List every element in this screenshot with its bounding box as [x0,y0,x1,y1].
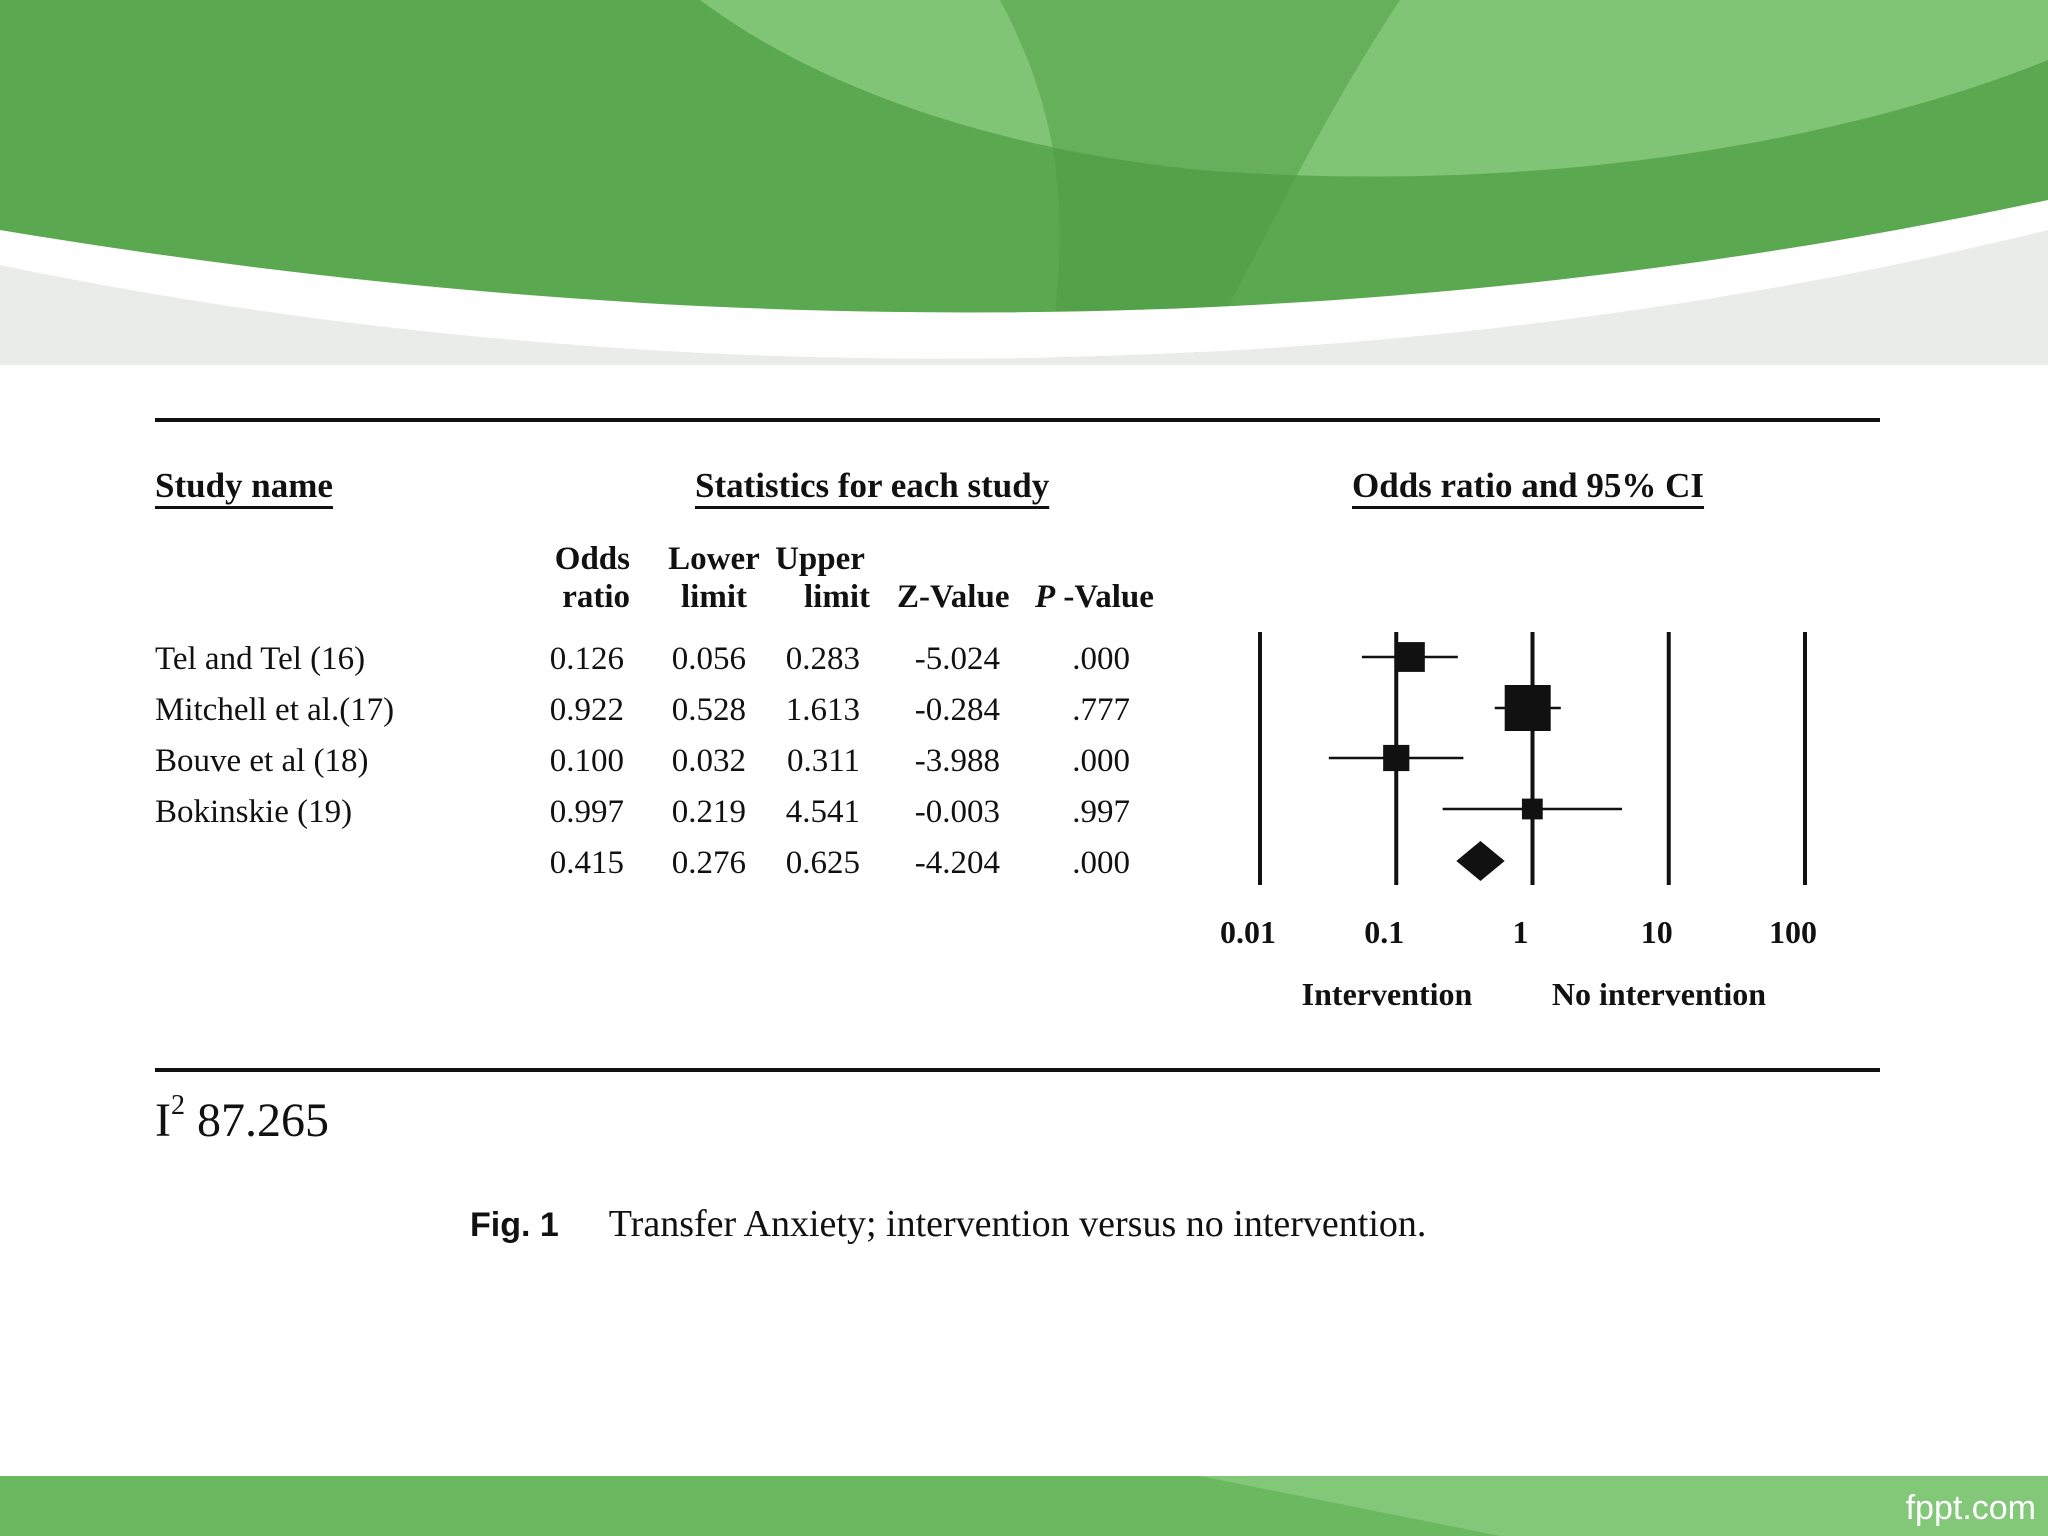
cell-lower: 0.276 [671,845,746,881]
cell-z: -3.988 [914,743,1000,779]
cell-odds: 0.100 [549,743,624,779]
colhdr-z-value: Z-Value [897,579,1010,615]
x-tick-label: 0.01 [1220,914,1276,950]
cell-upper: 0.625 [785,845,860,881]
colhdr-upper-limit [770,540,870,616]
side-label-right: No intervention [1551,976,1767,1012]
cell-lower: 0.219 [671,794,746,830]
header-statistics: Statistics for each study [695,466,1050,505]
point-estimate-square [1395,642,1425,672]
x-tick-label: 1 [1512,914,1529,950]
colhdr-lower-line1: Lower [668,541,760,577]
x-tick-label: 10 [1640,914,1673,950]
cell-upper: 0.283 [785,641,860,677]
side-label-left: Intervention [1301,976,1473,1012]
i-squared-symbol: I [155,1094,171,1147]
cell-upper: 0.311 [786,743,860,779]
brand-watermark: fppt.com [1905,1489,2036,1527]
cell-lower: 0.032 [671,743,746,779]
summary-diamond [1456,841,1504,881]
colhdr-odds-line2: ratio [562,579,630,615]
cell-p: .000 [1072,743,1130,779]
study-name: Bouve et al (18) [155,743,369,779]
cell-odds: 0.922 [549,692,624,728]
header-study-name: Study name [155,466,333,505]
colhdr-p-value [1035,578,1154,616]
cell-z: -4.204 [914,845,1000,881]
cell-odds: 0.415 [549,845,624,881]
figure-caption [470,1202,1426,1246]
header-odds-ratio-ci: Odds ratio and 95% CI [1352,466,1705,505]
i-squared [155,1090,329,1148]
cell-p: .000 [1072,641,1130,677]
cell-lower: 0.528 [671,692,746,728]
cell-z: -5.024 [914,641,1000,677]
colhdr-p-italic: P [1035,579,1056,615]
cell-p: .997 [1072,794,1130,830]
point-estimate-square [1522,799,1543,820]
point-estimate-square [1505,685,1551,731]
cell-upper: 4.541 [785,794,860,830]
x-tick-label: 0.1 [1364,914,1405,950]
colhdr-odds-line1: Odds [554,541,630,577]
study-name: Tel and Tel (16) [155,641,366,677]
cell-odds: 0.997 [549,794,624,830]
study-name: Bokinskie (19) [155,794,353,830]
study-name: Mitchell et al.(17) [155,692,395,728]
cell-z: -0.003 [914,794,1000,830]
cell-p: .777 [1072,692,1130,728]
colhdr-upper-line1: Upper [775,541,865,577]
colhdr-upper-line2: limit [804,579,870,615]
colhdr-lower-limit [655,540,773,616]
cell-lower: 0.056 [671,641,746,677]
colhdr-odds-ratio [520,540,630,616]
cell-upper: 1.613 [785,692,860,728]
colhdr-lower-line2: limit [681,579,747,615]
cell-p: .000 [1072,845,1130,881]
point-estimate-square [1383,745,1409,771]
i-squared-value: 87.265 [184,1094,329,1147]
cell-odds: 0.126 [549,641,624,677]
bottom-rule [155,1068,1880,1072]
cell-z: -0.284 [914,692,1000,728]
top-rule [155,418,1880,422]
colhdr-p-rest: -Value [1055,579,1154,615]
i-squared-superscript: 2 [170,1090,185,1121]
forest-plot [1200,610,1850,1030]
x-tick-label: 100 [1769,914,1817,950]
figure-caption-text: Transfer Anxiety; intervention versus no intervention. [608,1203,1427,1245]
figure-label: Fig. 1 [470,1206,559,1244]
